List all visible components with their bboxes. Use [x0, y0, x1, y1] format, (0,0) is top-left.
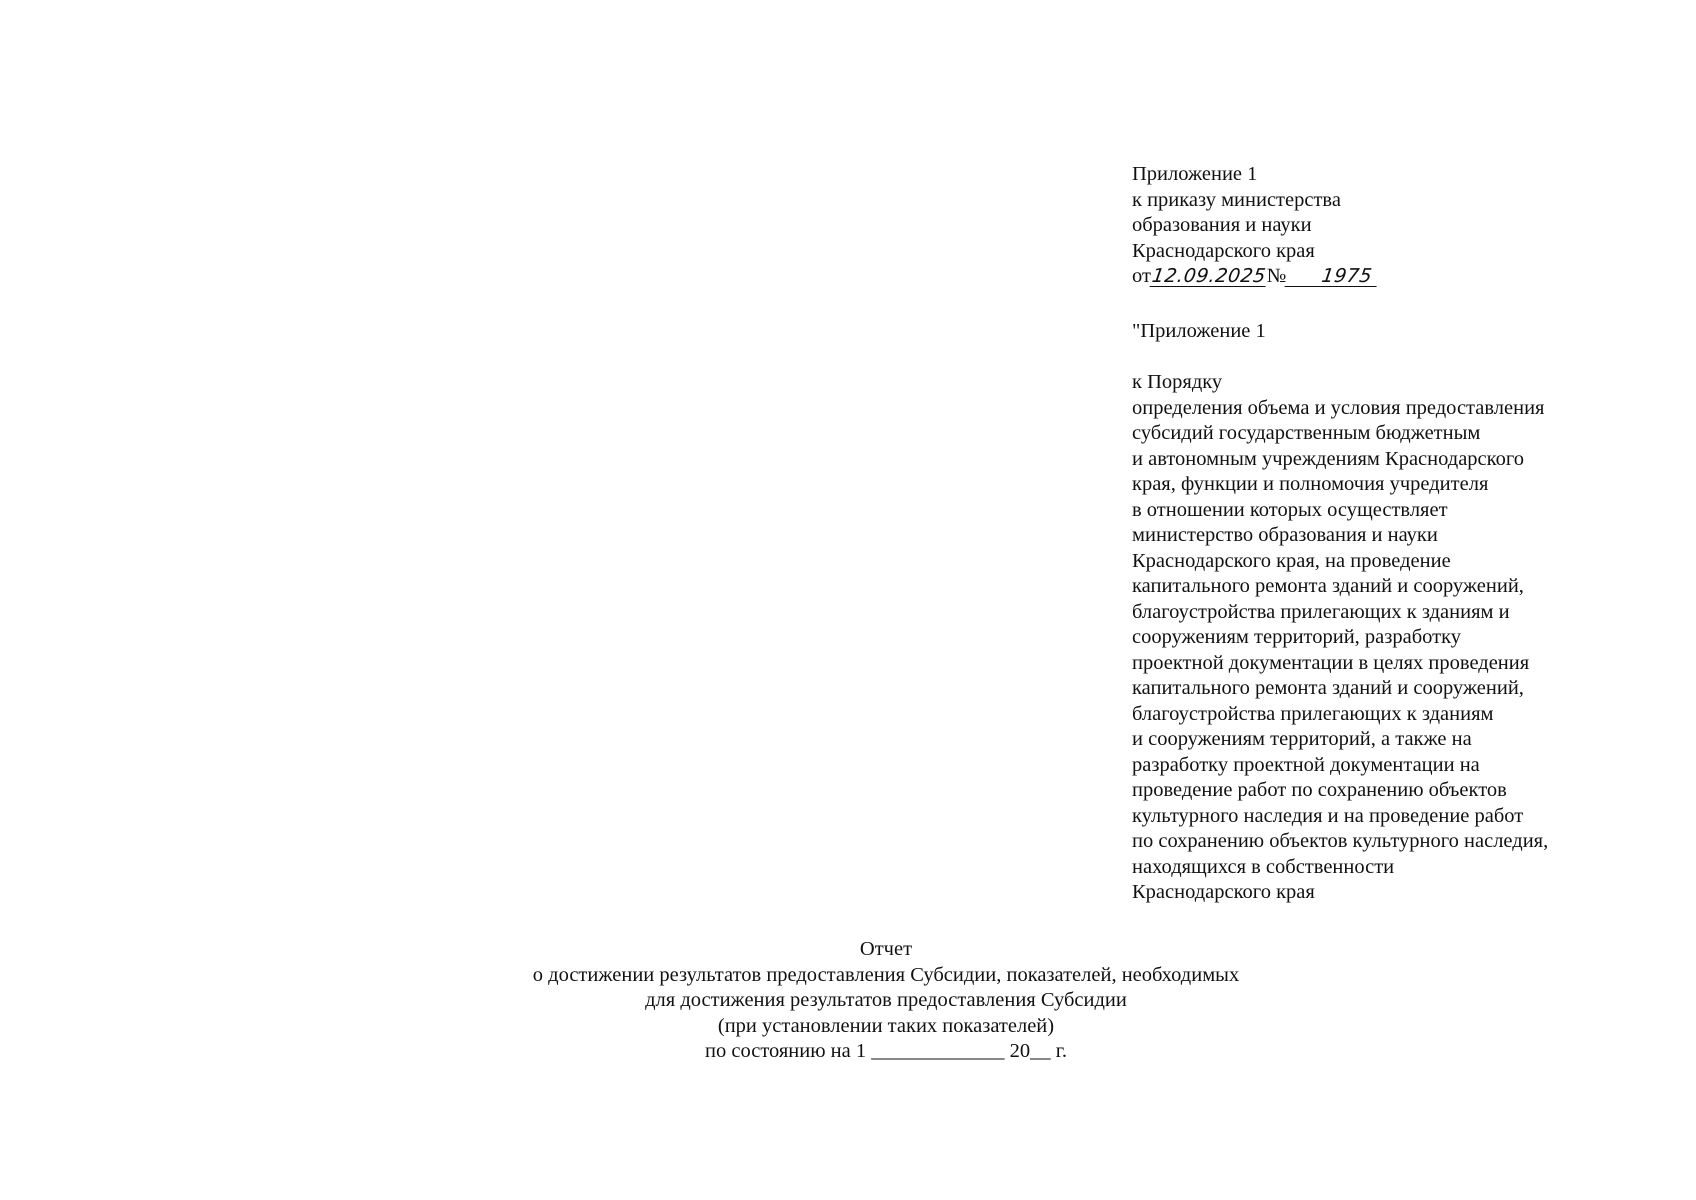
quoted-appendix-line: Краснодарского края, на проведение	[1132, 549, 1451, 572]
quoted-appendix-line: и автономным учреждениям Краснодарского	[1132, 447, 1524, 470]
order-reference	[1132, 264, 1632, 290]
quoted-appendix-line: находящихся в собственности	[1132, 855, 1395, 878]
order-date-handwritten: 12.09.2025	[1150, 265, 1268, 287]
spacer	[1132, 290, 1632, 319]
report-heading	[465, 937, 1307, 1065]
quoted-appendix-line: Краснодарского края	[1132, 881, 1315, 903]
quoted-appendix-line: к Порядку	[1132, 371, 1223, 393]
quoted-appendix-line: проведение работ по сохранению объектов	[1132, 779, 1507, 801]
order-number-label: №	[1266, 265, 1287, 287]
appendix-title: Приложение 1	[1132, 163, 1258, 185]
quoted-appendix-line: края, функции и полномочия учредителя	[1132, 473, 1489, 495]
quoted-appendix-line: субсидий государственным бюджетным	[1132, 422, 1481, 444]
quoted-appendix-line: капитального ремонта зданий и сооружений,	[1132, 575, 1524, 597]
quoted-appendix-line: сооружениям территорий, разработку	[1132, 626, 1462, 648]
appendix-line: образования и науки	[1132, 214, 1312, 236]
quoted-appendix-line: культурного наследия и на проведение работ	[1132, 804, 1524, 827]
quoted-appendix-line: разработку проектной документации на	[1132, 753, 1480, 776]
report-subtitle-line: о достижении результатов предоставления Субсидии, показателей, необходимых	[532, 963, 1240, 986]
quoted-appendix	[1132, 319, 1632, 906]
quoted-appendix-line: по сохранению объектов культурного наследия,	[1132, 830, 1549, 852]
report-subtitle-line: для достижения результатов предоставления Субсидии	[645, 989, 1127, 1011]
appendix-header	[1132, 162, 1632, 906]
quoted-appendix-line: и сооружениям территорий, а также на	[1132, 728, 1472, 750]
quoted-appendix-line: в отношении которых осуществляет	[1132, 498, 1448, 521]
quoted-appendix-line: проектной документации в целях проведения	[1132, 651, 1530, 674]
order-number-handwritten: 1975	[1285, 266, 1380, 287]
quoted-appendix-line: капитального ремонта зданий и сооружений,	[1132, 677, 1524, 699]
spacer	[1132, 344, 1632, 370]
quoted-appendix-line: благоустройства прилегающих к зданиям и	[1132, 600, 1510, 623]
quoted-appendix-line: министерство образования и науки	[1132, 524, 1438, 546]
order-prefix: от	[1132, 265, 1151, 287]
quoted-appendix-title: "Приложение 1	[1132, 319, 1266, 342]
report-title: Отчет	[859, 938, 913, 960]
appendix-line: Краснодарского края	[1132, 239, 1315, 262]
report-date-line: по состоянию на 1 _____________ 20__ г.	[705, 1040, 1067, 1062]
report-subtitle-line: (при установлении таких показателей)	[717, 1014, 1055, 1037]
quoted-appendix-line: благоустройства прилегающих к зданиям	[1132, 702, 1494, 725]
appendix-line: к приказу министерства	[1132, 188, 1341, 211]
quoted-appendix-line: определения объема и условия предоставления	[1132, 396, 1545, 419]
